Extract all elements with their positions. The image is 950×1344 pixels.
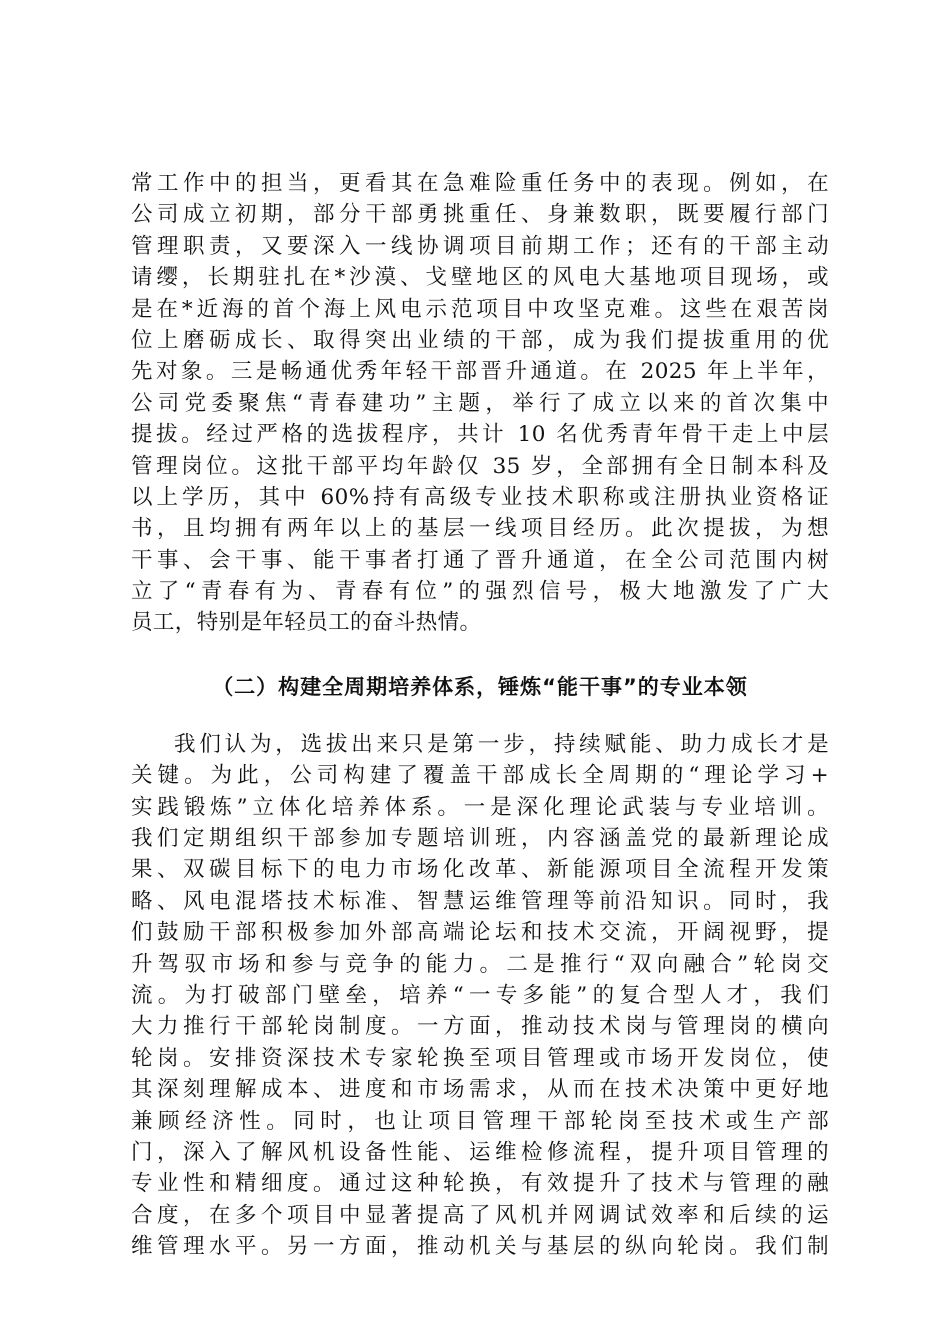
paragraph-line: 实践锻炼”立体化培养体系。一是深化理论武装与专业培训。: [131, 794, 829, 820]
paragraph-line: 干事、会干事、能干事者打通了晋升通道，在全公司范围内树: [131, 547, 829, 573]
paragraph-line: 我们认为，选拔出来只是第一步，持续赋能、助力成长才是: [174, 731, 829, 757]
paragraph-line: 升驾驭市场和参与竞争的能力。二是推行“双向融合”轮岗交: [131, 951, 829, 977]
paragraph-line: 大力推行干部轮岗制度。一方面，推动技术岗与管理岗的横向: [131, 1014, 829, 1040]
paragraph-line: 略、风电混塔技术标准、智慧运维管理等前沿知识。同时，我: [131, 888, 829, 914]
paragraph-1: [131, 168, 829, 639]
paragraph-line: 我们定期组织干部参加专题培训班，内容涵盖党的最新理论成: [131, 826, 829, 852]
paragraph-line: 们鼓励干部积极参加外部高端论坛和技术交流，开阔视野，提: [131, 920, 829, 946]
paragraph-line: 其深刻理解成本、进度和市场需求，从而在技术决策中更好地: [131, 1077, 829, 1103]
paragraph-line: 果、双碳目标下的电力市场化改革、新能源项目全流程开发策: [131, 857, 829, 883]
paragraph-line: 员工，特别是年轻员工的奋斗热情。: [131, 610, 482, 636]
paragraph-line: 合度，在多个项目中显著提高了风机并网调试效率和后续的运: [131, 1202, 829, 1228]
paragraph-line: 专业性和精细度。通过这种轮换，有效提升了技术与管理的融: [131, 1171, 829, 1197]
paragraph-line: 常工作中的担当，更看其在急难险重任务中的表现。例如，在: [131, 171, 829, 196]
paragraph-line: 位上磨砺成长、取得突出业绩的干部，成为我们提拔重用的优: [131, 327, 829, 353]
paragraph-line: 轮岗。安排资深技术专家轮换至项目管理或市场开发岗位，使: [131, 1045, 829, 1071]
paragraph-line: 兼顾经济性。同时，也让项目管理干部轮岗至技术或生产部: [131, 1108, 829, 1134]
paragraph-line: 提拔。经过严格的选拔程序，共计 10 名优秀青年骨干走上中层: [131, 422, 829, 448]
section-heading: （二）构建全周期培养体系，锤炼“能干事”的专业本领: [212, 674, 748, 699]
paragraph-line: 先对象。三是畅通优秀年轻干部晋升通道。在 2025 年上半年，: [131, 359, 829, 385]
paragraph-line: 关键。为此，公司构建了覆盖干部成长全周期的“理论学习+: [131, 763, 829, 789]
paragraph-line: 立了“青春有为、青春有位”的强烈信号，极大地激发了广大: [131, 579, 829, 605]
paragraph-line: 流。为打破部门壁垒，培养“一专多能”的复合型人才，我们: [131, 982, 829, 1008]
paragraph-line: 公司成立初期，部分干部勇挑重任、身兼数职，既要履行部门: [131, 202, 829, 228]
paragraph-line: 管理岗位。这批干部平均年龄仅 35 岁，全部拥有全日制本科及: [131, 453, 829, 479]
paragraph-line: 门，深入了解风机设备性能、运维检修流程，提升项目管理的: [131, 1139, 829, 1165]
paragraph-line: 以上学历，其中 60%持有高级专业技术职称或注册执业资格证: [131, 484, 829, 510]
paragraph-2: [131, 729, 829, 1263]
paragraph-line: 是在*近海的首个海上风电示范项目中攻坚克难。这些在艰苦岗: [131, 296, 829, 322]
paragraph-line: 管理职责，又要深入一线协调项目前期工作；还有的干部主动: [131, 233, 829, 259]
paragraph-line: 书，且均拥有两年以上的基层一线项目经历。此次提拔，为想: [131, 516, 829, 542]
paragraph-line: 维管理水平。另一方面，推动机关与基层的纵向轮岗。我们制: [131, 1234, 829, 1260]
paragraph-line: 请缨，长期驻扎在*沙漠、戈壁地区的风电大基地项目现场，或: [131, 265, 829, 291]
paragraph-line: 公司党委聚焦“青春建功”主题，举行了成立以来的首次集中: [131, 390, 829, 416]
document-body: [131, 168, 829, 1263]
